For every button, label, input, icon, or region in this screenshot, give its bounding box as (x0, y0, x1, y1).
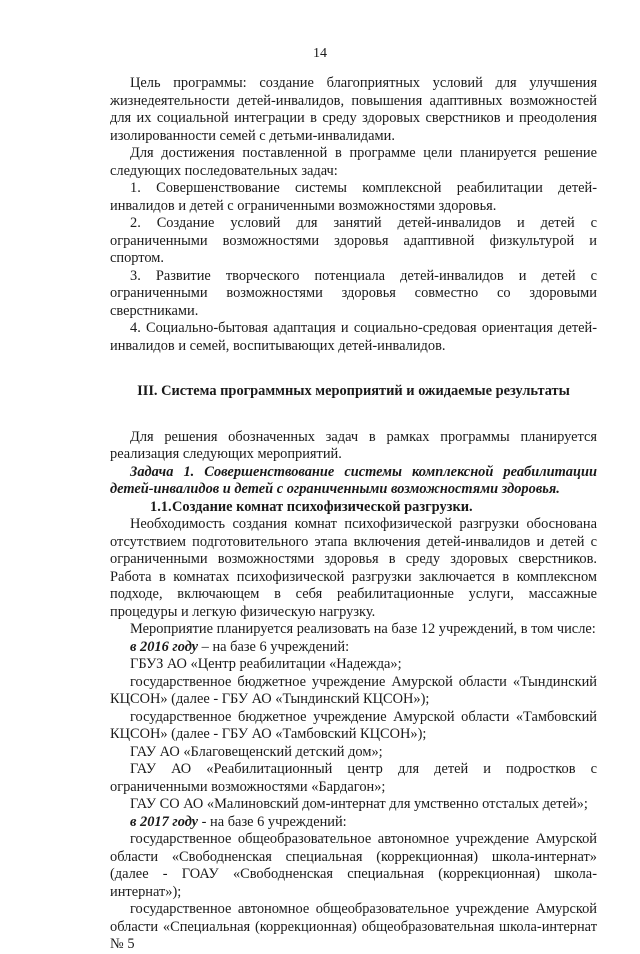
institution-item-4: ГАУ АО «Благовещенский детский дом»; (130, 743, 383, 760)
measures-intro-paragraph: Для решения обозначенных задач в рамках программы планируется реализация следующих мероприятий. (110, 428, 597, 462)
institution-item-7: государственное общеобразовательное автономное учреждение Амурской области «Свободненская специальная (коррекционная) школа-интернат» (далее - ГОАУ «Свободненская специальная (коррекционная) школа-интернат»); (110, 831, 597, 900)
year-2017-label: в 2017 году (130, 813, 199, 830)
year-2016-line (110, 639, 597, 657)
institution-item-5: ГАУ АО «Реабилитационный центр для детей и подростков с ограниченными возможностями «Бардагон»; (110, 761, 597, 795)
subsection-number: 1.1. (150, 498, 172, 515)
subsection-title: Создание комнат психофизической разгрузки. (172, 498, 473, 515)
institution-item-1: ГБУЗ АО «Центр реабилитации «Надежда»; (130, 656, 402, 672)
task-item-2: 2. Создание условий для занятий детей-инвалидов и детей с ограниченными возможностями здоровья адаптивной физкультурой и спортом. (110, 215, 597, 266)
institution-item-2: государственное бюджетное учреждение Амурской области «Тындинский КЦСОН» (далее - ГБУ АО «Тындинский КЦСОН»); (110, 673, 597, 707)
institution-item-8: государственное автономное общеобразовательное учреждение Амурской области «Специальная (коррекционная) общеобразовательная школа-интернат № 5 (110, 901, 597, 952)
document-body (110, 75, 597, 954)
year-2016-label: в 2016 году (130, 638, 199, 655)
tasks-intro-paragraph: Для достижения поставленной в программе цели планируется решение следующих последовательных задач: (110, 145, 597, 179)
institution-item-3: государственное бюджетное учреждение Амурской области «Тамбовский КЦСОН» (далее - ГБУ АО «Тамбовский КЦСОН»); (110, 708, 597, 742)
subsection-heading (110, 499, 597, 517)
task-item-4: 4. Социально-бытовая адаптация и социально-средовая ориентация детей-инвалидов и семей, воспитывающих детей-инвалидов. (110, 320, 597, 354)
rationale-paragraph: Необходимость создания комнат психофизической разгрузки обоснована отсутствием подготовительного этапа включения детей-инвалидов и детей с ограниченными возможностями здоровья в среду здоровых сверстников. Работа в комнатах психофизической разгрузки заключается в комплексном подходе, включающем в себя реабилитационные услуги, массажные процедуры и легкую физическую нагрузку. (110, 516, 597, 620)
year-2016-rest: – на базе 6 учреждений: (198, 638, 350, 655)
task-item-1: 1. Совершенствование системы комплексной реабилитации детей-инвалидов и детей с ограниченными возможностями здоровья. (110, 180, 597, 214)
task-1-heading: Задача 1. Совершенствование системы комплексной реабилитации детей-инвалидов и детей с ограниченными возможностями здоровья. (110, 463, 597, 497)
institutions-intro-paragraph: Мероприятие планируется реализовать на базе 12 учреждений, в том числе: (130, 621, 596, 637)
year-2017-line (110, 814, 597, 832)
section-heading: III. Система программных мероприятий и ожидаемые результаты (137, 383, 570, 399)
institution-item-6: ГАУ СО АО «Малиновский дом-интернат для умственно отсталых детей»; (130, 796, 588, 812)
program-goal-paragraph: Цель программы: создание благоприятных условий для улучшения жизнедеятельности детей-инвалидов, повышения адаптивных возможностей для их социальной интеграции в среду здоровых сверстников и преодоления изолированности семей с детьми-инвалидами. (110, 75, 597, 144)
task-item-3: 3. Развитие творческого потенциала детей-инвалидов и детей с ограниченными возможностями здоровья совместно со здоровыми сверстниками. (110, 267, 597, 319)
page-number: 14 (313, 46, 327, 61)
year-2017-rest: - на базе 6 учреждений: (198, 813, 347, 830)
